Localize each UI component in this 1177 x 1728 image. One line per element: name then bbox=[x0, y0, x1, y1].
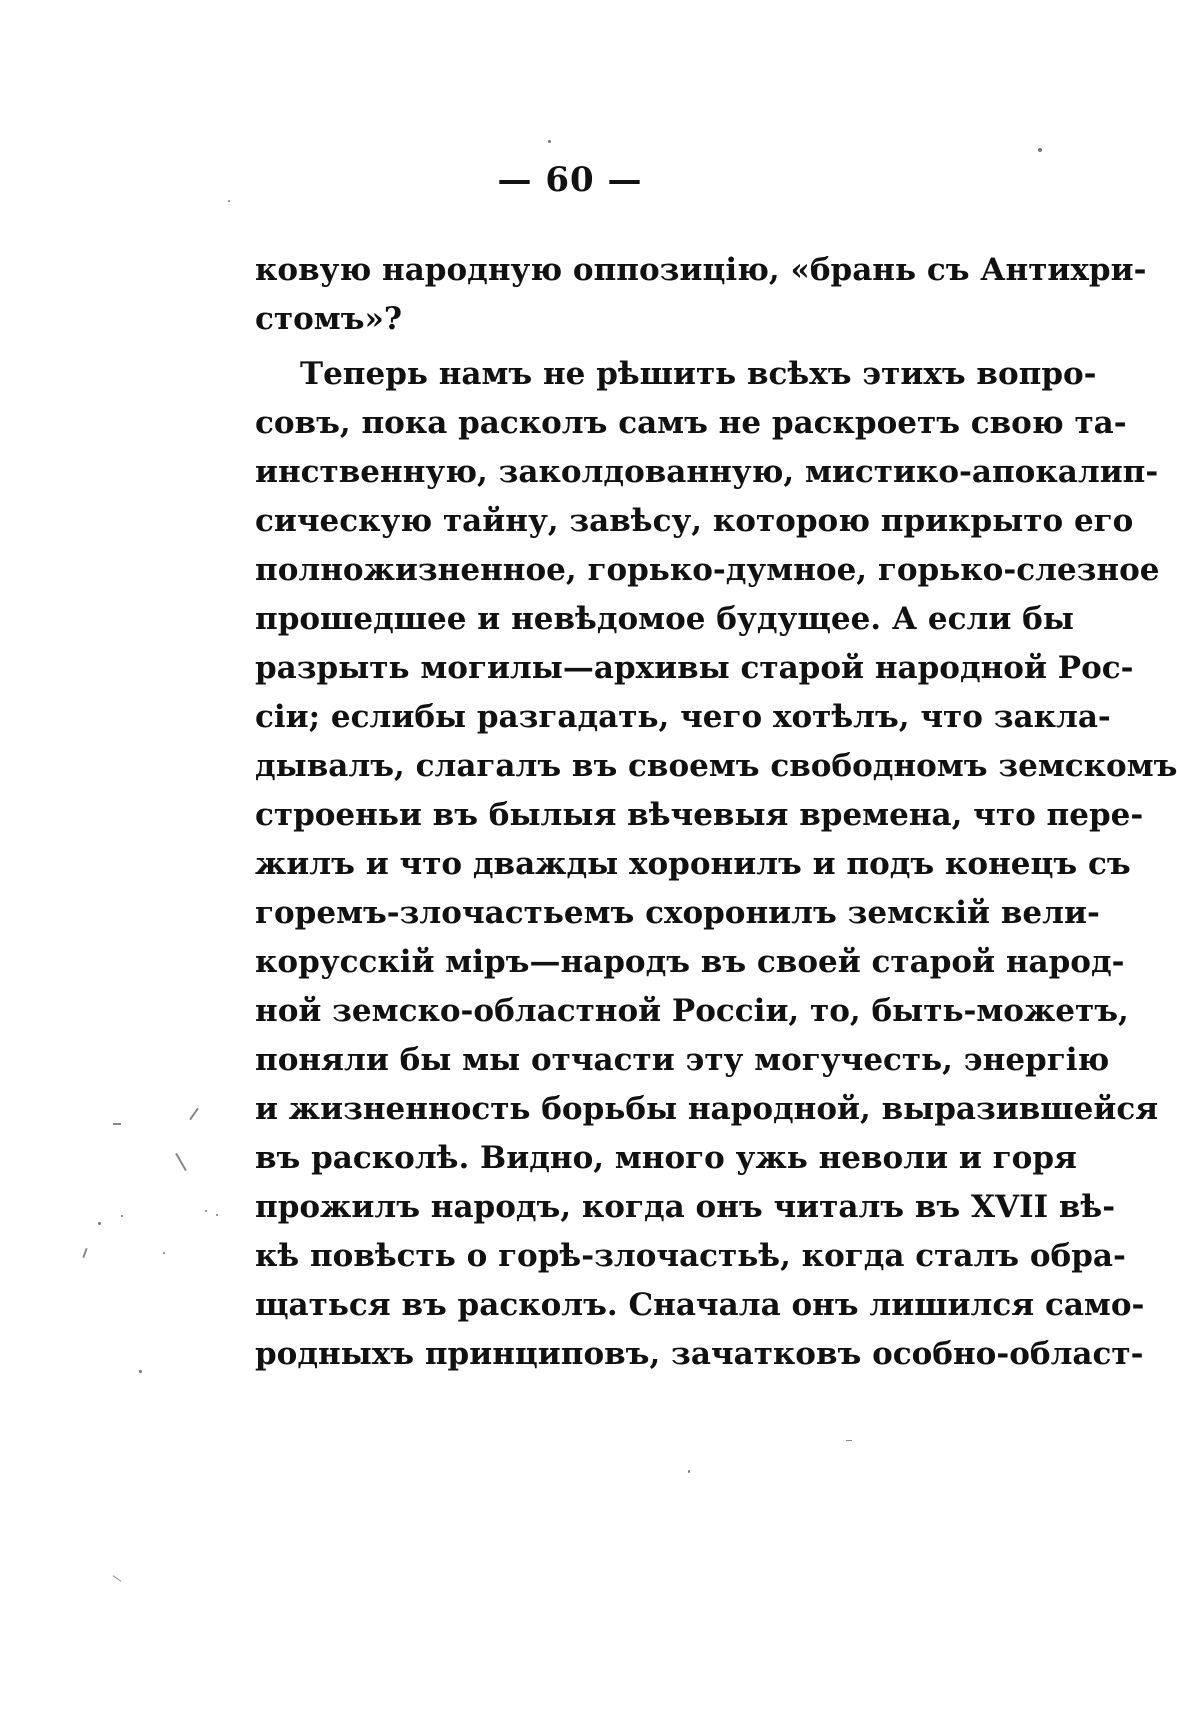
scan-mark bbox=[189, 1108, 199, 1121]
text-line: сіи; еслибы разгадать, чего хотѣлъ, что закла- bbox=[255, 699, 1111, 735]
text-line: ковую народную оппозицію, «брань съ Антихри- bbox=[255, 252, 1147, 288]
text-line: прожилъ народъ, когда онъ читалъ въ XVII вѣ- bbox=[255, 1189, 1116, 1225]
text-line: въ расколѣ. Видно, много ужь неволи и горя bbox=[255, 1140, 1077, 1176]
text-line: стомъ»? bbox=[255, 301, 403, 337]
text-line: кѣ повѣсть о горѣ-злочастьѣ, когда сталъ обра- bbox=[255, 1238, 1126, 1274]
scan-speck bbox=[121, 1215, 123, 1217]
text-line: дывалъ, слагалъ въ своемъ свободномъ земскомъ bbox=[255, 748, 1177, 784]
scan-mark bbox=[175, 1153, 187, 1171]
scan-mark bbox=[82, 1248, 87, 1258]
scan-speck bbox=[98, 1222, 101, 1225]
page-number: — 60 — bbox=[497, 160, 643, 200]
body-text bbox=[255, 246, 1177, 1379]
text-line: строеньи въ былыя вѣчевыя времена, что пере- bbox=[255, 797, 1144, 833]
text-line: корусскій міръ—народъ въ своей старой народ- bbox=[255, 944, 1125, 980]
text-line: разрыть могилы—архивы старой народной Рос- bbox=[255, 650, 1134, 686]
scan-mark bbox=[113, 1575, 122, 1582]
text-line: прошедшее и невѣдомое будущее. А если бы bbox=[255, 601, 1074, 637]
text-line: Теперь намъ не рѣшить всѣхъ этихъ вопро- bbox=[300, 356, 1097, 392]
scan-speck bbox=[163, 1252, 165, 1254]
text-line: совъ, пока расколъ самъ не раскроетъ свою та- bbox=[255, 405, 1127, 441]
text-line: жилъ и что дважды хоронилъ и подъ конецъ съ bbox=[255, 846, 1131, 882]
scan-speck bbox=[216, 1214, 218, 1216]
scan-speck bbox=[205, 1210, 207, 1212]
scan-speck bbox=[139, 1370, 142, 1373]
text-line: ной земско-областной Россіи, то, быть-можетъ, bbox=[255, 993, 1129, 1029]
text-line: полножизненное, горько-думное, горько-слезное bbox=[255, 552, 1160, 588]
scan-speck bbox=[228, 200, 230, 202]
text-line: поняли бы мы отчасти эту могучесть, энергію bbox=[255, 1042, 1110, 1078]
text-line: щаться въ расколъ. Сначала онъ лишился само- bbox=[255, 1287, 1145, 1323]
scan-speck bbox=[1038, 148, 1042, 152]
text-line: сическую тайну, завѣсу, которою прикрыто его bbox=[255, 503, 1134, 539]
scan-speck bbox=[548, 140, 551, 143]
text-line: родныхъ принциповъ, зачатковъ особно-област- bbox=[255, 1336, 1144, 1372]
scan-mark bbox=[846, 1440, 852, 1441]
scan-mark bbox=[113, 1123, 121, 1125]
text-line: инственную, заколдованную, мистико-апокалип- bbox=[255, 454, 1159, 490]
text-line: и жизненность борьбы народной, выразившейся bbox=[255, 1091, 1159, 1127]
scan-speck bbox=[688, 1470, 690, 1473]
text-line: горемъ-злочастьемъ схоронилъ земскій вели- bbox=[255, 895, 1100, 931]
